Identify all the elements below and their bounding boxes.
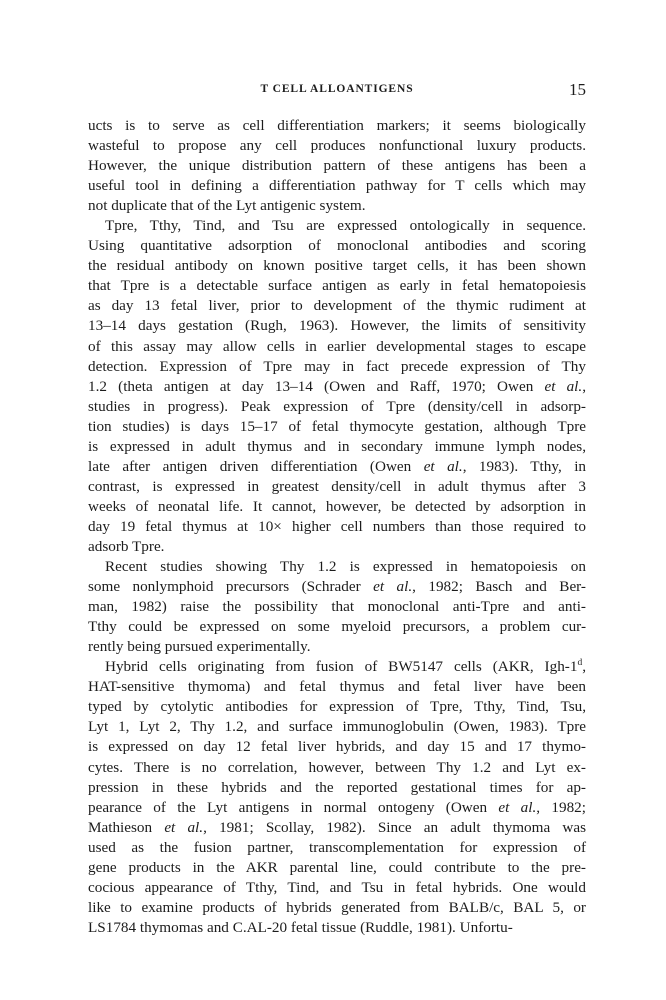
paragraph-3-line: rently being pursued experimentally. [88, 638, 311, 656]
paragraph-4-line: HAT-sensitive thymoma) and fetal thymus and fetal liver have been [88, 678, 586, 696]
paragraph-2-line: late after antigen driven differentiation (Owen et al., 1983). Tthy, in [88, 457, 587, 475]
paragraph-4-line: pression in these hybrids and the reported gestational times for ap- [88, 778, 586, 796]
paragraph-2-line: adsorb Tpre. [88, 537, 165, 555]
paragraph-2-line: studies in progress). Peak expression of Tpre (density/cell in adsorp- [88, 397, 586, 415]
paragraph-4-line: Lyt 1, Lyt 2, Thy 1.2, and surface immunoglobulin (Owen, 1983). Tpre [88, 718, 586, 736]
running-head [88, 80, 586, 102]
paragraph-2-line: is expressed in adult thymus and in secondary immune lymph nodes, [88, 437, 586, 455]
paragraph-2-line: detection. Expression of Tpre may in fact precede expression of Thy [88, 357, 586, 375]
paragraph-1-line: not duplicate that of the Lyt antigenic system. [88, 197, 366, 215]
paragraph-1-line: However, the unique distribution pattern of these antigens has been a [88, 157, 586, 175]
paragraph-2-line: Using quantitative adsorption of monoclonal antibodies and scoring [88, 237, 586, 255]
paragraph-4-line: pearance of the Lyt antigens in normal ontogeny (Owen et al., 1982; [88, 798, 586, 816]
body-text [88, 116, 586, 938]
paragraph-2-line: as day 13 fetal liver, prior to development of the thymic rudiment at [88, 297, 586, 315]
paragraph-4-line: like to examine products of hybrids generated from BALB/c, BAL 5, or [88, 898, 586, 916]
paragraph-4-line: cytes. There is no correlation, however, between Thy 1.2 and Lyt ex- [88, 758, 586, 776]
paragraph-3-line: some nonlymphoid precursors (Schrader et al., 1982; Basch and Ber- [88, 578, 586, 596]
paragraph-3-line: man, 1982) raise the possibility that monoclonal anti-Tpre and anti- [88, 598, 586, 616]
paragraph-2-line: day 19 fetal thymus at 10× higher cell numbers than those required to [88, 517, 586, 535]
paragraph-2-line: 1.2 (theta antigen at day 13–14 (Owen and Raff, 1970; Owen et al., [88, 377, 586, 395]
paragraph-4-line: typed by cytolytic antibodies for expression of Tpre, Tthy, Tind, Tsu, [88, 698, 586, 716]
paragraph-4-line: Mathieson et al., 1981; Scollay, 1982). Since an adult thymoma was [88, 818, 586, 836]
paragraph-2-line: weeks of neonatal life. It cannot, however, be detected by adsorption in [88, 497, 586, 515]
paragraph-4-line: gene products in the AKR parental line, could contribute to the pre- [88, 858, 586, 876]
paragraph-2-line: the residual antibody on known positive target cells, it has been shown [88, 257, 586, 275]
paragraph-2-line: that Tpre is a detectable surface antigen as early in fetal hematopoiesis [88, 277, 586, 295]
paragraph-4-line: LS1784 thymomas and C.AL-20 fetal tissue (Ruddle, 1981). Unfortu- [88, 918, 513, 936]
page-number: 15 [569, 80, 586, 99]
paragraph-2-line: of this assay may allow cells in earlier developmental stages to escape [88, 337, 586, 355]
paragraph-2-line: contrast, is expressed in greatest density/cell in adult thymus after 3 [88, 477, 586, 495]
paragraph-1-line: ucts is to serve as cell differentiation markers; it seems biologically [88, 117, 586, 134]
paragraph-2-line: tion studies) is days 15–17 of fetal thymocyte gestation, although Tpre [88, 417, 586, 435]
paragraph-1-line: useful tool in defining a differentiation pathway for T cells which may [88, 177, 586, 195]
paragraph-3-line: Tthy could be expressed on some myeloid precursors, a problem cur- [88, 618, 586, 636]
paragraph-4-line: used as the fusion partner, transcomplementation for expression of [88, 838, 586, 856]
paragraph-4-line: is expressed on day 12 fetal liver hybrids, and day 15 and 17 thymo- [88, 738, 586, 756]
paragraph-4-line: cocious appearance of Tthy, Tind, and Tsu in fetal hybrids. One would [88, 878, 586, 896]
paragraph-4-line: Hybrid cells originating from fusion of BW5147 cells (AKR, Igh-1$^d$, [105, 658, 586, 676]
paragraph-1-line: wasteful to propose any cell produces nonfunctional luxury products. [88, 137, 586, 155]
paragraph-3-line: Recent studies showing Thy 1.2 is expressed in hematopoiesis on [105, 558, 586, 576]
paragraph-2-line: Tpre, Tthy, Tind, and Tsu are expressed ontologically in sequence. [105, 217, 586, 235]
running-title: T CELL ALLOANTIGENS [260, 83, 414, 95]
paragraph-2-line: 13–14 days gestation (Rugh, 1963). However, the limits of sensitivity [88, 317, 586, 335]
